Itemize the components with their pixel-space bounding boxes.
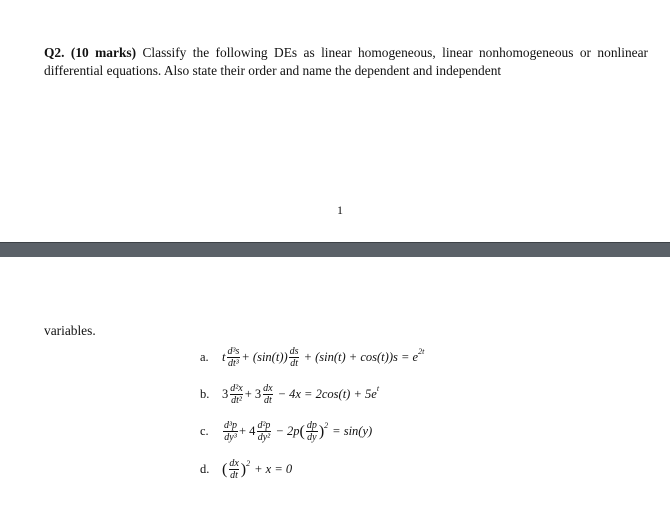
fraction-denominator: dy² (257, 432, 271, 443)
fraction-numerator: ds (289, 346, 299, 357)
question-marks: (10 marks) (70, 45, 137, 60)
fraction-denominator: dy (307, 432, 317, 443)
equation-label: a. (200, 350, 209, 364)
fraction (306, 420, 318, 443)
exponent: 2 (246, 459, 251, 468)
fraction-denominator: dt² (231, 395, 242, 406)
equation-term: − 4x = 2cos(t) + 5e (277, 387, 377, 401)
fraction (226, 346, 240, 369)
equation-term: 3 (222, 387, 229, 401)
open-paren: ( (222, 460, 228, 478)
equation-term: t (222, 350, 226, 364)
equation-term: + (sin(t) + cos(t))s = e (303, 350, 419, 364)
fraction-numerator: d³p (224, 420, 237, 431)
fraction (223, 420, 238, 443)
question-number: Q2. (44, 45, 65, 60)
fraction (228, 458, 239, 481)
equation-term: + 3 (244, 387, 262, 401)
equation-label: c. (200, 424, 209, 438)
equation-term: + x = 0 (254, 462, 293, 476)
fraction (256, 420, 271, 443)
equation-label: b. (200, 387, 210, 401)
exponent: 2t (418, 347, 425, 356)
equation-a (200, 346, 424, 369)
open-paren: ( (299, 422, 305, 440)
fraction-denominator: dy³ (224, 432, 237, 443)
fraction-denominator: dt (290, 358, 298, 369)
exponent: 2 (324, 421, 329, 430)
fraction (229, 383, 243, 406)
question-paragraph (44, 44, 648, 80)
close-paren: ) (318, 422, 325, 440)
fraction-denominator: dt³ (228, 358, 239, 369)
page-divider (0, 242, 670, 258)
equation-term: + 4 (239, 424, 256, 438)
fraction-numerator: dx (229, 458, 239, 469)
fraction-numerator: dp (306, 420, 317, 431)
equation-term: − 2p (275, 424, 300, 438)
fraction (289, 346, 300, 369)
page-number: 1 (337, 203, 343, 217)
exponent: t (376, 384, 380, 393)
equation-c (200, 420, 372, 443)
question-text: Classify the following DEs as linear homogeneous, linear nonhomogeneous or nonlinear differential equations. Also state their order and name the dependent and independent (44, 45, 648, 78)
equation-d (200, 458, 292, 481)
fraction-denominator: dt (263, 395, 272, 406)
fraction-numerator: dx (263, 383, 273, 394)
equation-term: + (sin(t)) (241, 350, 288, 364)
equation-label: d. (200, 462, 210, 476)
equation-term: = sin(y) (332, 424, 373, 438)
fraction-denominator: dt (230, 470, 238, 481)
fraction (262, 383, 273, 406)
fraction-numerator: d³s (227, 346, 240, 357)
equation-b (200, 383, 379, 406)
fraction-numerator: d²p (257, 420, 271, 431)
continued-text: variables. (44, 323, 96, 338)
page-top-sheet (0, 0, 670, 242)
fraction-numerator: d²x (230, 383, 243, 394)
close-paren: ) (240, 460, 247, 478)
